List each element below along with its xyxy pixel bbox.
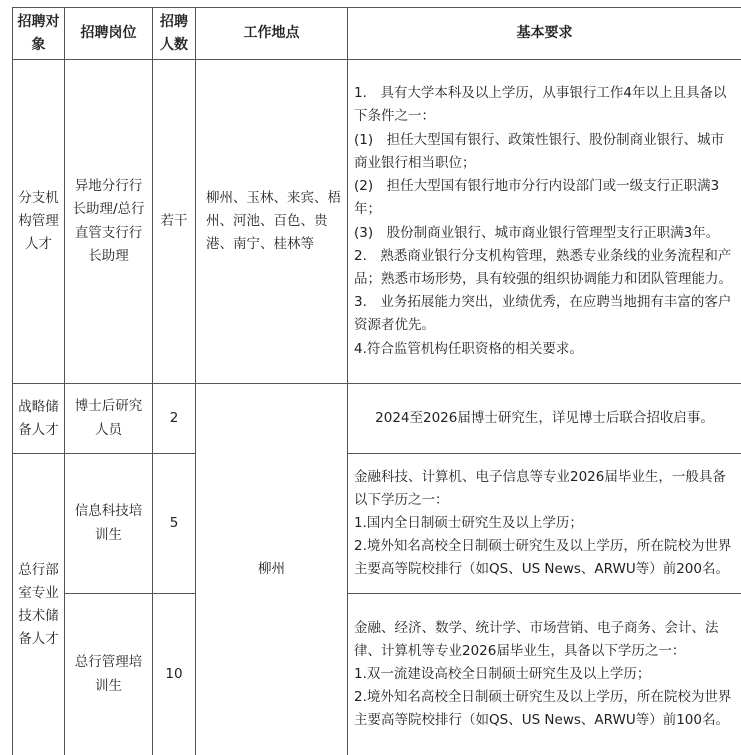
table-row [13, 384, 741, 454]
table-row [13, 594, 741, 755]
header-target: 招聘对象 [13, 8, 65, 60]
requirement-line: 3. 业务拓展能力突出，业绩优秀，在应聘当地拥有丰富的客户资源者优先。 [354, 294, 732, 334]
count-cell: 若干 [153, 60, 196, 384]
requirements-cell: 2024至2026届博士研究生，详见博士后联合招收启事。 [348, 384, 741, 454]
count-cell: 2 [153, 384, 196, 454]
position-cell: 信息科技培训生 [65, 454, 153, 594]
requirement-line: (1) 担任大型国有银行、政策性银行、股份制商业银行、城市商业银行相当职位； [354, 131, 725, 171]
count-cell: 5 [153, 454, 196, 594]
requirement-line: 金融科技、计算机、电子信息等专业2026届毕业生，一般具备以下学历之一： [354, 468, 726, 508]
location-cell: 柳州、玉林、来宾、梧州、河池、百色、贵港、南宁、桂林等 [196, 60, 348, 384]
header-location: 工作地点 [196, 8, 348, 60]
table-row [13, 454, 741, 594]
recruitment-sheet [12, 7, 741, 755]
header-requirements: 基本要求 [348, 8, 741, 60]
header-row [13, 8, 741, 60]
requirement-line: 4.符合监管机构任职资格的相关要求。 [354, 340, 583, 357]
requirement-line: 2.境外知名高校全日制硕士研究生及以上学历，所在院校为世界主要高等院校排行（如QS、US News、ARWU等）前100名。 [354, 689, 732, 729]
position-cell: 博士后研究人员 [65, 384, 153, 454]
requirement-line: (3) 股份制商业银行、城市商业银行管理型支行正职满3年。 [354, 224, 720, 241]
position-cell: 异地分行行长助理/总行直管支行行长助理 [65, 60, 153, 384]
location-cell: 柳州 [196, 384, 348, 755]
requirements-cell [348, 594, 741, 755]
requirements-cell [348, 60, 741, 384]
target-cell: 总行部室专业技术储备人才 [13, 454, 65, 755]
requirement-line: 2.境外知名高校全日制硕士研究生及以上学历，所在院校为世界主要高等院校排行（如QS、US News、ARWU等）前200名。 [354, 538, 732, 578]
recruitment-table [12, 7, 741, 755]
count-cell: 10 [153, 594, 196, 755]
requirement-line: 2. 熟悉商业银行分支机构管理，熟悉专业条线的业务流程和产品；熟悉市场形势，具有较强的组织协调能力和团队管理能力。 [354, 247, 732, 287]
target-cell: 分支机构管理人才 [13, 60, 65, 384]
requirement-line: 1.双一流建设高校全日制硕士研究生及以上学历； [354, 665, 651, 682]
table-row [13, 60, 741, 384]
requirement-line: 1.国内全日制硕士研究生及以上学历； [354, 514, 583, 531]
requirements-cell [348, 454, 741, 594]
requirement-line: 1. 具有大学本科及以上学历，从事银行工作4年以上且具备以下条件之一： [354, 85, 727, 125]
header-count: 招聘人数 [153, 8, 196, 60]
requirement-line: (2) 担任大型国有银行地市分行内设部门或一级支行正职满3年； [354, 178, 720, 218]
position-cell: 总行管理培训生 [65, 594, 153, 755]
requirement-line: 金融、经济、数学、统计学、市场营销、电子商务、会计、法律、计算机等专业2026届毕业生，具备以下学历之一： [354, 619, 719, 659]
header-position: 招聘岗位 [65, 8, 153, 60]
target-cell: 战略储备人才 [13, 384, 65, 454]
